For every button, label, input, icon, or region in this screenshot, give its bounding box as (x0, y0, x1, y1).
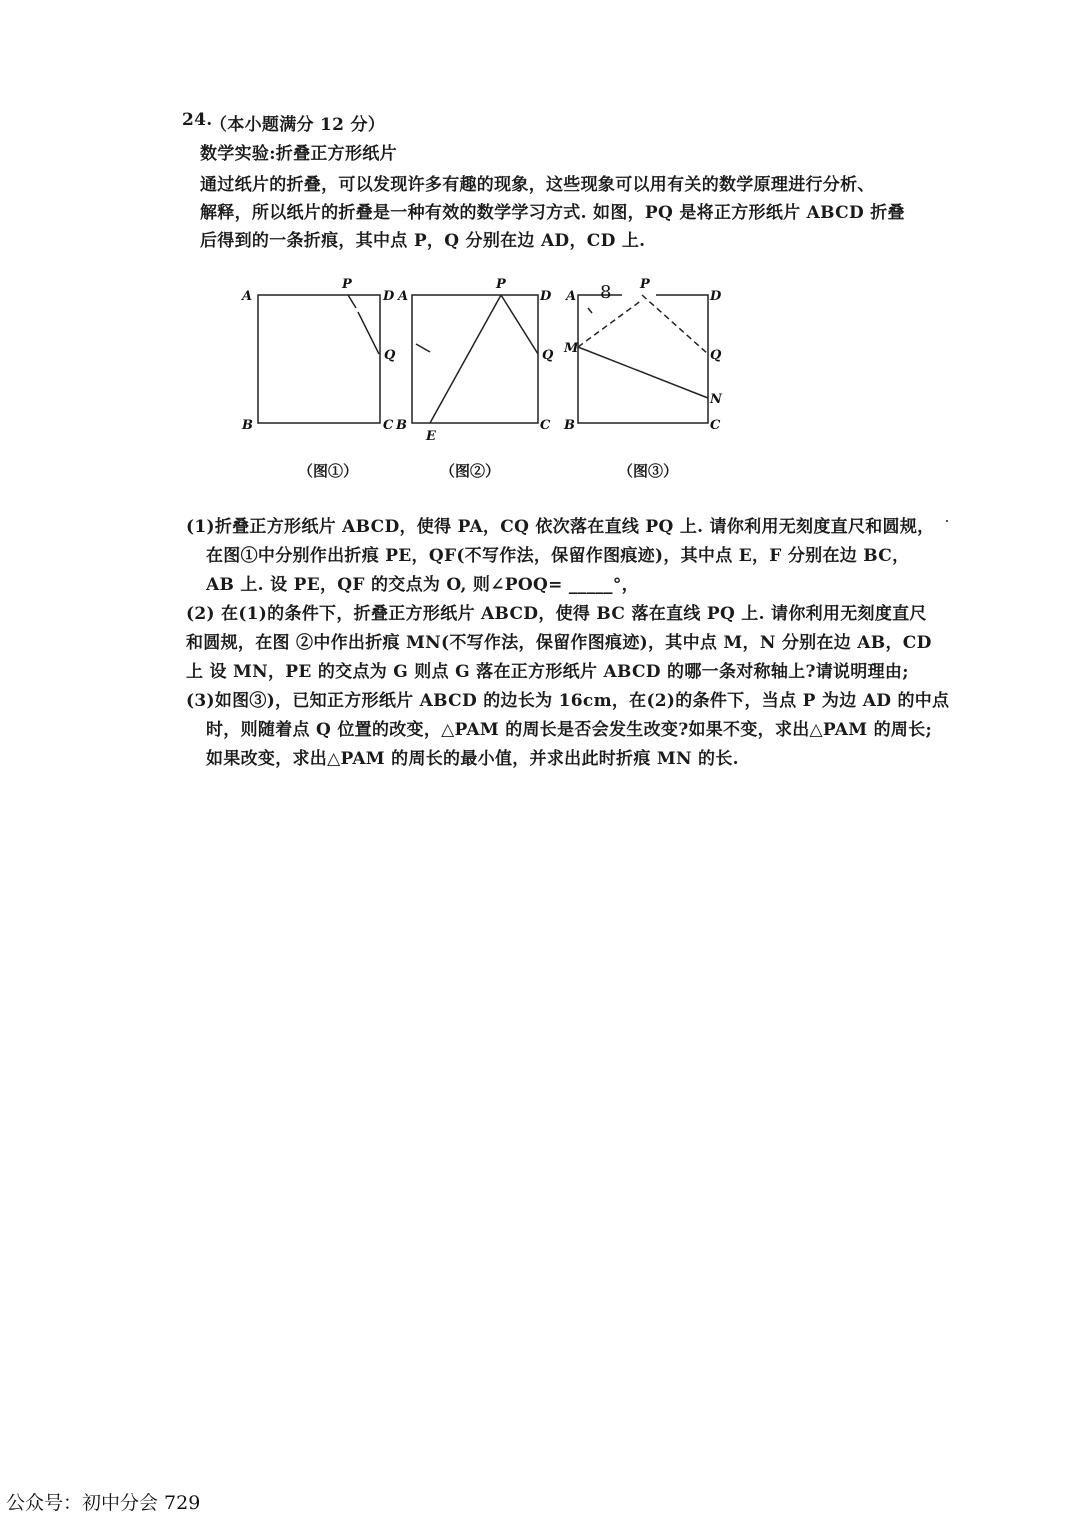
crease-mn (578, 347, 708, 398)
label-c: C (710, 418, 721, 433)
intro-line: 解释，所以纸片的折叠是一种有效的数学学习方式. 如图，PQ 是将正方形纸片 ABCD 折叠 (200, 203, 905, 223)
figure-2 (412, 295, 538, 423)
caption-figure-1: （图①） (298, 462, 359, 480)
label-p: P (640, 277, 650, 292)
part-3-line: 时，则随着点 Q 位置的改变，△PAM 的周长是否会发生改变?如果不变，求出△PAM 的周长; (206, 720, 933, 740)
label-c: C (383, 418, 394, 433)
fold-crease-pq-1b (358, 312, 379, 354)
question-number: 24. (182, 110, 213, 130)
fold-line-mp (578, 300, 642, 347)
square-abcd-1 (258, 295, 380, 423)
label-q: Q (384, 348, 396, 363)
figures-svg (230, 272, 730, 442)
part-2-line: 上 设 MN，PE 的交点为 G 则点 G 落在正方形纸片 ABCD 的哪一条对称轴上?请说明理由; (186, 662, 909, 682)
crease-pq-2 (501, 295, 538, 354)
part-3-line: 如果改变，求出△PAM 的周长的最小值，并求出此时折痕 MN 的长. (206, 749, 739, 769)
label-q: Q (710, 348, 722, 363)
figures-row (230, 272, 730, 442)
label-e: E (426, 429, 436, 442)
label-p: P (342, 277, 352, 292)
handwritten-mark: 8 (600, 282, 612, 303)
figure-3 (578, 295, 708, 423)
figure-1 (258, 295, 380, 423)
part-1-line: 在图①中分别作出折痕 PE，QF(不写作法，保留作图痕迹)，其中点 E，F 分别在边 BC， (206, 546, 910, 566)
label-a: A (566, 289, 577, 304)
footer-watermark: 公众号：初中分会 729 (6, 1492, 201, 1514)
question-score: （本小题满分 12 分） (210, 115, 386, 135)
part-1-line: AB 上. 设 PE，QF 的交点为 O, 则∠POQ= _____°， (206, 575, 639, 595)
part-2-line: 和圆规，在图 ②中作出折痕 MN(不写作法，保留作图痕迹)，其中点 M，N 分别在边 AB，CD (186, 633, 932, 653)
label-c: C (540, 418, 551, 433)
caption-figure-3: （图③） (618, 462, 679, 480)
label-q: Q (542, 348, 554, 363)
square-abcd-3 (578, 295, 708, 423)
square-abcd-2 (412, 295, 538, 423)
label-d: D (383, 289, 395, 304)
label-d: D (710, 289, 722, 304)
label-b: B (242, 418, 253, 433)
label-n: N (710, 392, 722, 407)
figure-2-labels (395, 277, 554, 442)
tick-mark (588, 308, 592, 313)
fold-crease-pq-1a (348, 295, 356, 308)
figure-3-labels (563, 277, 723, 433)
label-p: P (496, 277, 506, 292)
intro-line: 通过纸片的折叠，可以发现许多有趣的现象，这些现象可以用有关的数学原理进行分析、 (200, 175, 875, 195)
fold-line-pq-3 (642, 295, 708, 354)
label-a: A (398, 289, 409, 304)
intro-line: 后得到的一条折痕，其中点 P，Q 分别在边 AD，CD 上. (200, 231, 646, 251)
part-3-line: (3)如图③)，已知正方形纸片 ABCD 的边长为 16cm，在(2)的条件下，当点 P 为边 AD 的中点 (186, 691, 950, 711)
caption-figure-2: （图②） (440, 462, 501, 480)
label-b: B (564, 418, 575, 433)
part-2-line: (2) 在(1)的条件下，折叠正方形纸片 ABCD，使得 BC 落在直线 PQ 上. 请你利用无刻度直尺 (186, 604, 927, 624)
label-m: M (564, 341, 579, 356)
crease-pe (430, 295, 501, 423)
label-b: B (396, 418, 407, 433)
compass-mark (416, 344, 430, 352)
label-a: A (242, 289, 253, 304)
part-1-line: (1)折叠正方形纸片 ABCD，使得 PA，CQ 依次落在直线 PQ 上. 请你利用无刻度直尺和圆规， (186, 517, 935, 537)
scan-speck (946, 520, 948, 522)
experiment-title: 数学实验:折叠正方形纸片 (200, 144, 397, 164)
label-d: D (540, 289, 552, 304)
figure-1-labels (240, 277, 396, 433)
